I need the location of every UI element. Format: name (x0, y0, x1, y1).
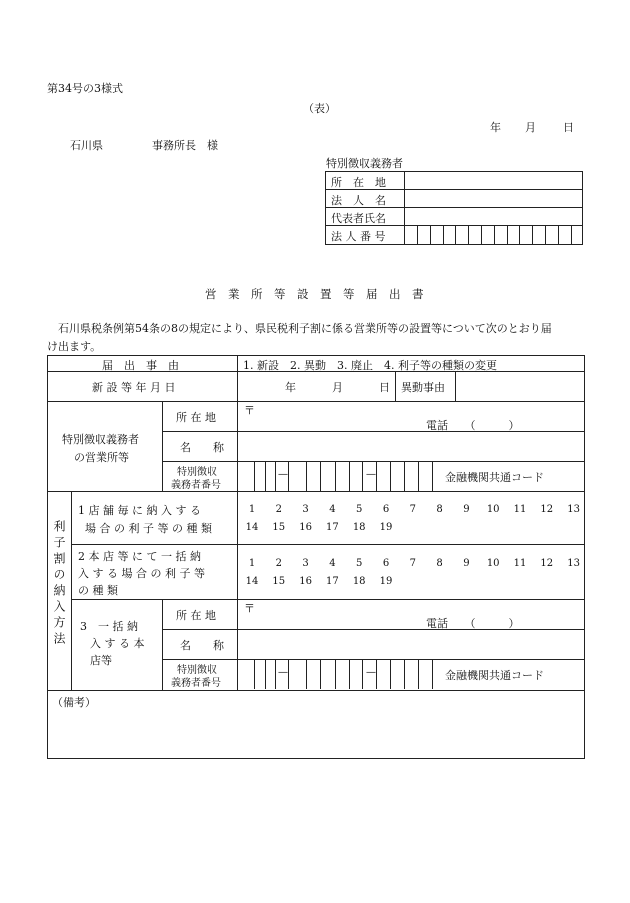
reason-options: 1. 新設 2. 異動 3. 廃止 4. 利子等の種類の変更 (243, 359, 497, 372)
bank-code-label-1: 金融機関共通コード (445, 471, 544, 484)
remarks-label: （備考） (52, 696, 96, 709)
dash-2b: — (366, 667, 376, 678)
collector-number-label-2b: 義務者番号 (171, 678, 221, 689)
filer-location-label: 所 在 地 (331, 176, 386, 189)
method1-type-number: 14 (245, 522, 259, 533)
method1-type-number: 10 (486, 504, 500, 515)
method2-type-number: 18 (352, 576, 366, 587)
method2-type-number: 2 (275, 558, 282, 569)
postal-mark-2: 〒 (244, 602, 255, 615)
date-day: 日 (563, 121, 574, 134)
method1-type-number: 1 (248, 504, 256, 515)
new-date-year: 年 (285, 381, 296, 394)
phone-label-2: 電話 （ ） (426, 617, 520, 630)
intro-text-line2: け出ます。 (47, 340, 102, 353)
dash-2a: — (278, 667, 288, 678)
method1-type-number: 16 (299, 522, 312, 533)
method2-type-number: 8 (436, 558, 443, 569)
method1-type-number: 5 (356, 504, 363, 515)
method2-type-number: 5 (356, 558, 363, 569)
method1-type-number: 13 (567, 504, 580, 515)
filer-corp-name-label: 法 人 名 (331, 194, 386, 207)
dash-1b: — (366, 469, 376, 480)
payment-method-label: 利子割の納入方法 (52, 520, 66, 648)
filer-representative-label: 代表者氏名 (331, 212, 386, 225)
method2-type-number: 3 (302, 558, 309, 569)
method1-type-number: 2 (275, 504, 282, 515)
method2-type-number: 17 (326, 576, 339, 587)
method2-type-number: 16 (299, 576, 312, 587)
method2-type-number: 1 (248, 558, 256, 569)
addressee-prefecture: 石川県 (70, 139, 103, 152)
method2-type-number: 12 (540, 558, 554, 569)
office-label-line2: の営業所等 (74, 451, 129, 464)
intro-text-line1: 石川県税条例第54条の8の規定により、県民税利子割に係る営業所等の設置等について次のとおり届 (58, 322, 552, 335)
collector-number-label-1b: 義務者番号 (171, 480, 221, 491)
side-indicator: （表） (303, 102, 336, 115)
method1-type-number: 11 (513, 504, 527, 515)
method1-type-number: 8 (436, 504, 443, 515)
form-number: 第34号の3様式 (47, 82, 123, 95)
method1-line2: 場 合 の 利 子 等 の 種 類 (85, 522, 212, 535)
method2-type-number: 14 (245, 576, 259, 587)
method1-type-number: 9 (463, 504, 470, 515)
method2-type-number: 4 (329, 558, 336, 569)
method1-type-number: 18 (352, 522, 366, 533)
office-name-label: 名 称 (180, 441, 224, 454)
date-month: 月 (525, 121, 536, 134)
method2-type-number: 9 (463, 558, 470, 569)
new-date-month: 月 (332, 381, 343, 394)
collector-number-label-1a: 特別徴収 (177, 467, 217, 478)
method1-type-number: 19 (379, 522, 393, 533)
change-reason-label: 異動事由 (401, 381, 445, 394)
phone-label-1: 電話 （ ） (426, 419, 520, 432)
filer-title: 特別徴収義務者 (326, 157, 403, 170)
new-date-day: 日 (379, 381, 390, 394)
method1-type-number: 3 (302, 504, 309, 515)
postal-mark-1: 〒 (244, 404, 255, 417)
office-label-line1: 特別徴収義務者 (62, 433, 139, 446)
reason-label: 届 出 事 由 (102, 359, 179, 372)
method1-type-number: 7 (409, 504, 416, 515)
method2-type-number: 6 (382, 558, 390, 569)
method1-type-number: 15 (272, 522, 286, 533)
office-location-label: 所 在 地 (176, 411, 216, 424)
method2-type-number: 15 (272, 576, 286, 587)
method3-line1: 3 一 括 納 (80, 620, 138, 633)
filer-corp-number-label: 法 人 番 号 (331, 230, 386, 243)
method2-type-number: 19 (379, 576, 393, 587)
method2-line3: の 種 類 (78, 584, 118, 597)
method3-line3: 店等 (90, 654, 112, 667)
method1-line1: 1 店 舗 毎 に 納 入 す る (78, 504, 201, 517)
dash-1a: — (278, 469, 288, 480)
method2-line2: 入 す る 場 合 の 利 子 等 (78, 567, 205, 580)
new-date-label: 新 設 等 年 月 日 (92, 381, 176, 394)
method2-type-number: 13 (567, 558, 580, 569)
date-year: 年 (490, 121, 501, 134)
method3-line2: 入 す る 本 (90, 637, 145, 650)
method2-type-number: 11 (513, 558, 527, 569)
method2-line1: 2 本 店 等 に て 一 括 納 (78, 550, 201, 563)
method1-type-number: 12 (540, 504, 554, 515)
hq-name-label: 名 称 (180, 639, 224, 652)
addressee-office: 事務所長 様 (152, 139, 218, 152)
collector-number-label-2a: 特別徴収 (177, 665, 217, 676)
method2-type-number: 7 (409, 558, 416, 569)
method1-type-number: 4 (329, 504, 336, 515)
document-title: 営 業 所 等 設 置 等 届 出 書 (205, 287, 424, 301)
method1-type-number: 6 (382, 504, 390, 515)
bank-code-label-2: 金融機関共通コード (445, 669, 544, 682)
hq-location-label: 所 在 地 (176, 609, 216, 622)
method1-type-number: 17 (326, 522, 339, 533)
method2-type-number: 10 (486, 558, 500, 569)
